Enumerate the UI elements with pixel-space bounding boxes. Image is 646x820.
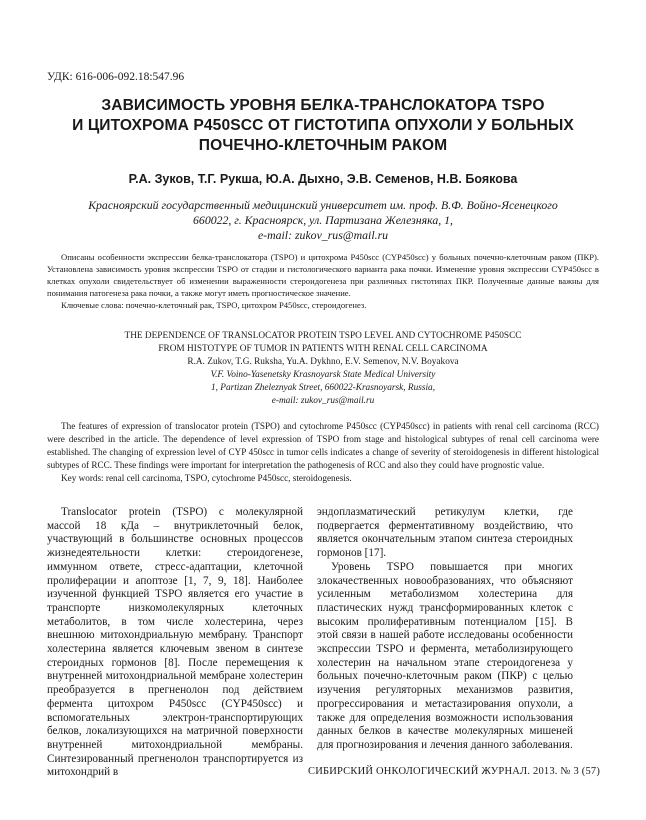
affiliation [40,198,606,243]
keywords-en: Key words: renal cell carcinoma, TSPO, cytochrome P450scc, steroidogenesis. [61,473,352,483]
authors: Р.А. Зуков, Т.Г. Рукша, Ю.А. Дыхно, Э.В. Семенов, Н.В. Боякова [128,172,518,186]
body-paragraph: эндоплазматический ретикулум клетки, где подвергается ферментативному воздействию, что является окончательным этапом синтеза стероидных гормонов [17]. [317,506,573,560]
title-line: ПОЧЕЧНО-КЛЕТОЧНЫМ РАКОМ [198,137,448,154]
title-en-line: THE DEPENDENCE OF TRANSLOCATOR PROTEIN TSPO LEVEL AND CYTOCHROME P450SCC [124,331,522,341]
affiliation-line: Красноярский государственный медицинский университет им. проф. В.Ф. Войно-Ясенецкого [88,198,558,212]
authors-en: R.A. Zukov, T.G. Ruksha, Yu.A. Dykhno, E.V. Semenov, N.V. Boyakova [187,357,459,367]
udk-code: УДК: 616-006-092.18:547.96 [47,71,185,83]
title-line: И ЦИТОХРОМА P450SCC ОТ ГИСТОТИПА ОПУХОЛИ У БОЛЬНЫХ [72,117,574,134]
abstract-ru [47,251,599,311]
body-paragraph: Translocator protein (TSPO) с молекулярной массой 18 кДа – внутриклеточный белок, участвующий в большинстве основных процессов жизнедеятельности клетки: стероидогенезе, иммунном ответе, стресс-адаптации, клеточной пролиферации и апоптозе [1, 7, 9, 18]. Наиболее изученной функцией TSPO является его участие в транспорте низкомолекулярных клеточных метаболитов, в том числе холестерина, через внешнюю митохондриальную мембрану. Транспорт холестерина является ключевым звеном в синтезе стероидных гормонов [8]. После перемещения к внутренней митохондриальной мембране холестерин преобразуется в прегненолон под действием фермента цитохром P450scc (CYP450scc) и вспомогательных электрон-транспортирующих белков, локализующихся на матричной поверхности внутренней митохондриальной мембраны. Синтезированный прегненолон транспортируется из митохондрий в [47,506,303,779]
article-title [40,96,606,156]
affiliation-en-email: e-mail: zukov_rus@mail.ru [271,396,375,406]
body-column-left [47,506,303,780]
abstract-ru-text: Описаны особенности экспрессии белка-транслокатора (TSPO) и цитохрома P450scc (CYP450scc) у больных почечно-клеточным раком (ПКР). Установлена зависимость уровня экспрессии TSPO от стадии и гистологического варианта рака почки. Изменение уровня экспрессии CYP450scc в клетках опухоли свидетельствует об изменении выраженности стероидогенеза при различных гистотипах ПКР. Полученные данные важны для понимания патогенеза рака почки, а также могут иметь прогностическое значение. [47,252,599,298]
english-header [40,330,606,408]
journal-footer: СИБИРСКИЙ ОНКОЛОГИЧЕСКИЙ ЖУРНАЛ. 2013. № 3 (57) [308,766,601,777]
affiliation-line: 660022, г. Красноярск, ул. Партизана Железняка, 1, [193,213,453,227]
abstract-en-text: The features of expression of translocator protein (TSPO) and cytochrome P450scc (CYP450scc) in patients with renal cell carcinoma (RCC) were described in the article. The dependence of level expression of TSPO from stage and histological subtypes of renal cell carcinoma were established. The changing of expression level of CYP 450scc in tumor cells indicates a change of severity of steroidogenesis in different histological subtypes of RCC. These findings were important for interpretation the pathogenesis of RCC and also they could have prognostic value. [47,421,599,470]
title-en-line: FROM HISTOTYPE OF TUMOR IN PATIENTS WITH RENAL CELL CARCINOMA [158,344,488,354]
affiliation-en-line: V.F. Voino-Yasenetsky Krasnoyarsk State Medical University [210,370,436,380]
abstract-en [47,420,599,485]
affiliation-email: e-mail: zukov_rus@mail.ru [257,228,389,242]
title-line: ЗАВИСИМОСТЬ УРОВНЯ БЕЛКА-ТРАНСЛОКАТОРА TSPO [101,97,545,114]
keywords-ru: Ключевые слова: почечно-клеточный рак, TSPO, цитохром P450scc, стероидогенез. [61,300,367,310]
body-column-right [317,506,573,753]
affiliation-en-line: 1, Partizan Zheleznyak Street, 660022-Krasnoyarsk, Russia, [210,383,436,393]
body-paragraph: Уровень TSPO повышается при многих злокачественных новообразованиях, что объясняют усиленным метаболизмом холестерина для пластических нужд трансформированных клеток с высоким пролиферативным потенциалом [15]. В этой связи в нашей работе исследованы особенности экспрессии TSPO и фермента, метаболизирующего холестерин на начальном этапе стероидогенеза у больных почечно-клеточным раком (ПКР) с целью изучения регуляторных механизмов развития, прогрессирования и метастазирования опухоли, а также для определения возможности использования данных белков в качестве молекулярных мишеней для прогнозирования и лечения данного заболевания. [317,560,573,751]
